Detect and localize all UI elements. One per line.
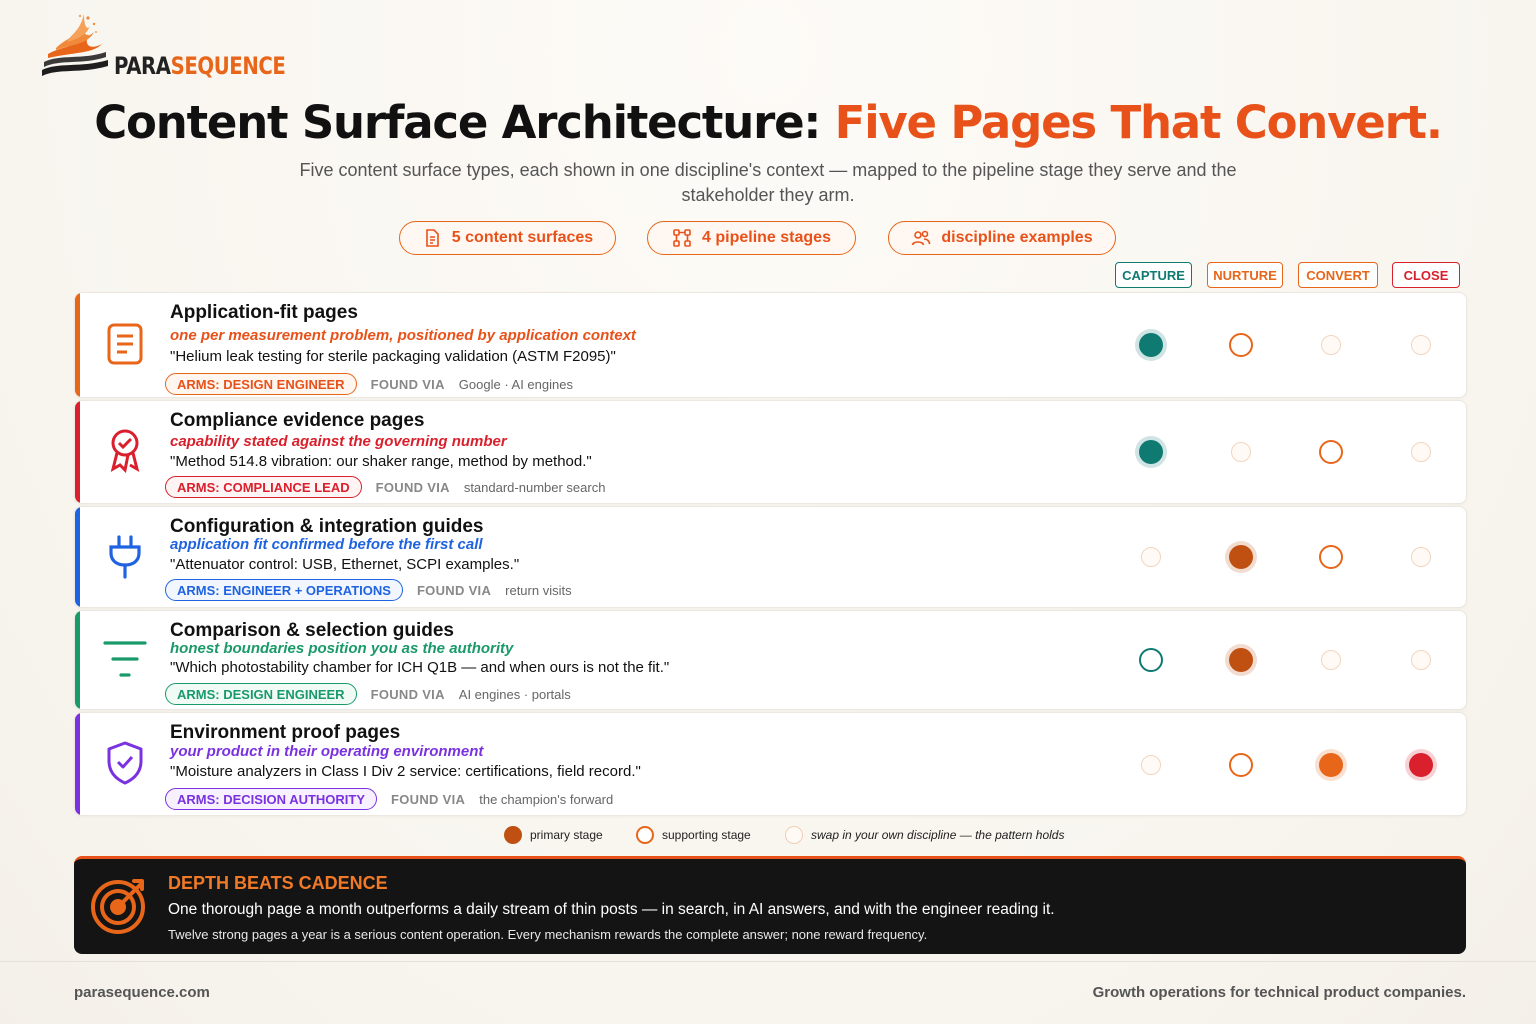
legend-primary-swatch xyxy=(504,826,522,844)
users-icon xyxy=(911,228,931,248)
chip-content-surfaces[interactable] xyxy=(399,221,616,255)
surface-title: Application-fit pages xyxy=(170,302,358,323)
legend-supporting-label: supporting stage xyxy=(662,828,751,842)
title-part1: Content Surface Architecture: xyxy=(94,96,835,149)
surface-quote: "Method 514.8 vibration: our shaker range, method by method." xyxy=(170,453,592,470)
found-via-value: Google · AI engines xyxy=(458,376,573,392)
stage-dot-nurture-supporting xyxy=(1229,333,1253,357)
found-via-value: return visits xyxy=(505,582,572,598)
legend-primary-label: primary stage xyxy=(530,828,603,842)
legend xyxy=(0,826,1536,848)
page-title xyxy=(0,96,1536,149)
legend-primary xyxy=(504,826,603,844)
found-via-label: FOUND VIA xyxy=(375,479,450,495)
title-part2: Five Pages That Convert. xyxy=(834,96,1442,149)
chip-label: discipline examples xyxy=(941,229,1093,246)
stage-dot-convert-supporting xyxy=(1319,545,1343,569)
stage-dot-capture-faint xyxy=(1141,755,1161,775)
arms-badge: ARMS: ENGINEER + OPERATIONS xyxy=(165,579,403,601)
legend-faint-swatch xyxy=(785,826,803,844)
stage-dot-close-primary xyxy=(1409,753,1433,777)
stage-dot-capture-supporting xyxy=(1139,648,1163,672)
panel-line-2: Twelve strong pages a year is a serious content operation. Every mechanism rewards the complete answer; none reward frequency. xyxy=(168,927,928,942)
card-accent-bar xyxy=(75,293,80,397)
arms-badge: ARMS: COMPLIANCE LEAD xyxy=(165,476,362,498)
found-via-label: FOUND VIA xyxy=(416,582,492,598)
surface-quote: "Attenuator control: USB, Ethernet, SCPI examples." xyxy=(170,556,520,573)
arms-badge: ARMS: DESIGN ENGINEER xyxy=(165,683,357,705)
chip-label: 4 pipeline stages xyxy=(702,229,831,246)
found-via-value: standard-number search xyxy=(463,479,606,495)
stage-dot-nurture-primary xyxy=(1229,648,1253,672)
stage-dot-convert-faint xyxy=(1321,335,1341,355)
stage-dot-convert-supporting xyxy=(1319,440,1343,464)
surface-title: Comparison & selection guides xyxy=(170,620,454,641)
stage-dot-convert-faint xyxy=(1321,650,1341,670)
surface-tag-row xyxy=(165,788,613,810)
document-icon xyxy=(422,228,442,248)
stage-dot-close-faint xyxy=(1411,547,1431,567)
card-accent-bar xyxy=(75,713,80,815)
brand-logo[interactable] xyxy=(40,8,286,88)
surface-card-configuration-guides[interactable] xyxy=(74,506,1467,608)
surface-tag-row xyxy=(165,683,571,705)
legend-faint-label: swap in your own discipline — the pattern holds xyxy=(811,828,1065,842)
surface-card-comparison-guides[interactable] xyxy=(74,610,1467,710)
stage-dot-capture-faint xyxy=(1141,547,1161,567)
stage-close: CLOSE xyxy=(1392,262,1460,288)
wave-logo-icon xyxy=(40,8,110,80)
surface-subtitle: your product in their operating environment xyxy=(170,743,484,760)
arms-badge: ARMS: DECISION AUTHORITY xyxy=(165,788,377,810)
surface-subtitle: one per measurement problem, positioned by application context xyxy=(170,327,636,344)
surface-card-application-fit[interactable] xyxy=(74,292,1467,398)
stage-capture: CAPTURE xyxy=(1115,262,1192,288)
stage-dot-capture-primary xyxy=(1139,440,1163,464)
award-badge-icon xyxy=(101,425,149,473)
found-via-label: FOUND VIA xyxy=(370,686,445,702)
stage-dot-nurture-faint xyxy=(1231,442,1251,462)
surface-tag-row xyxy=(165,476,605,498)
legend-faint xyxy=(785,826,1064,844)
found-via-label: FOUND VIA xyxy=(370,376,445,392)
legend-supporting xyxy=(636,826,751,844)
surface-tag-row xyxy=(165,373,573,395)
brand-name-part1: PARA xyxy=(114,52,171,80)
filter-icon xyxy=(101,637,149,685)
found-via-value: the champion's forward xyxy=(479,791,614,807)
shield-check-icon xyxy=(101,739,149,787)
stage-convert: CONVERT xyxy=(1298,262,1378,288)
stage-dot-nurture-supporting xyxy=(1229,753,1253,777)
plug-icon xyxy=(101,533,149,581)
found-via-label: FOUND VIA xyxy=(391,791,466,807)
surface-card-environment-proof[interactable] xyxy=(74,712,1467,816)
surface-title: Configuration & integration guides xyxy=(170,516,484,537)
surface-subtitle: application fit confirmed before the first call xyxy=(170,536,483,553)
stage-dot-convert-primary xyxy=(1319,753,1343,777)
pipeline-icon xyxy=(672,228,692,248)
stage-dot-capture-primary xyxy=(1139,333,1163,357)
surface-tag-row xyxy=(165,579,572,601)
surface-subtitle: capability stated against the governing number xyxy=(170,433,507,450)
surface-quote: "Which photostability chamber for ICH Q1B — and when ours is not the fit." xyxy=(170,659,670,676)
chip-discipline-examples[interactable] xyxy=(888,221,1116,255)
card-accent-bar xyxy=(75,507,80,607)
brand-name xyxy=(114,52,285,80)
found-via-value: AI engines · portals xyxy=(458,686,571,702)
stage-nurture: NURTURE xyxy=(1207,262,1283,288)
footer-website-link[interactable]: parasequence.com xyxy=(74,984,210,1001)
stage-dot-close-faint xyxy=(1411,650,1431,670)
arms-badge: ARMS: DESIGN ENGINEER xyxy=(165,373,357,395)
footer-tagline: Growth operations for technical product companies. xyxy=(1092,984,1466,1001)
panel-line-1: One thorough page a month outperforms a daily stream of thin posts — in search, in AI answers, and with the engineer reading it. xyxy=(168,901,1055,918)
chip-label: 5 content surfaces xyxy=(451,229,594,246)
brand-name-part2: SEQUENCE xyxy=(170,52,286,80)
document-list-icon xyxy=(101,319,149,367)
card-accent-bar xyxy=(75,611,80,709)
depth-beats-cadence-panel xyxy=(74,856,1466,954)
stage-dot-close-faint xyxy=(1411,335,1431,355)
card-accent-bar xyxy=(75,401,80,503)
surface-subtitle: honest boundaries position you as the authority xyxy=(170,640,514,657)
panel-heading: DEPTH BEATS CADENCE xyxy=(168,873,388,893)
page-subtitle: Five content surface types, each shown in one discipline's context — mapped to the pipeline stage they serve and the stakeholder they arm. xyxy=(299,160,1237,205)
surface-quote: "Helium leak testing for sterile packaging validation (ASTM F2095)" xyxy=(170,348,616,365)
surface-quote: "Moisture analyzers in Class I Div 2 service: certifications, field record." xyxy=(170,763,641,780)
stage-dot-close-faint xyxy=(1411,442,1431,462)
chip-pipeline-stages[interactable] xyxy=(647,221,856,255)
target-arrow-icon xyxy=(88,873,150,935)
surface-title: Environment proof pages xyxy=(170,722,401,743)
surface-card-compliance-evidence[interactable] xyxy=(74,400,1467,504)
footer-divider xyxy=(0,961,1536,962)
legend-supporting-swatch xyxy=(636,826,654,844)
surface-title: Compliance evidence pages xyxy=(170,410,425,431)
stage-dot-nurture-primary xyxy=(1229,545,1253,569)
